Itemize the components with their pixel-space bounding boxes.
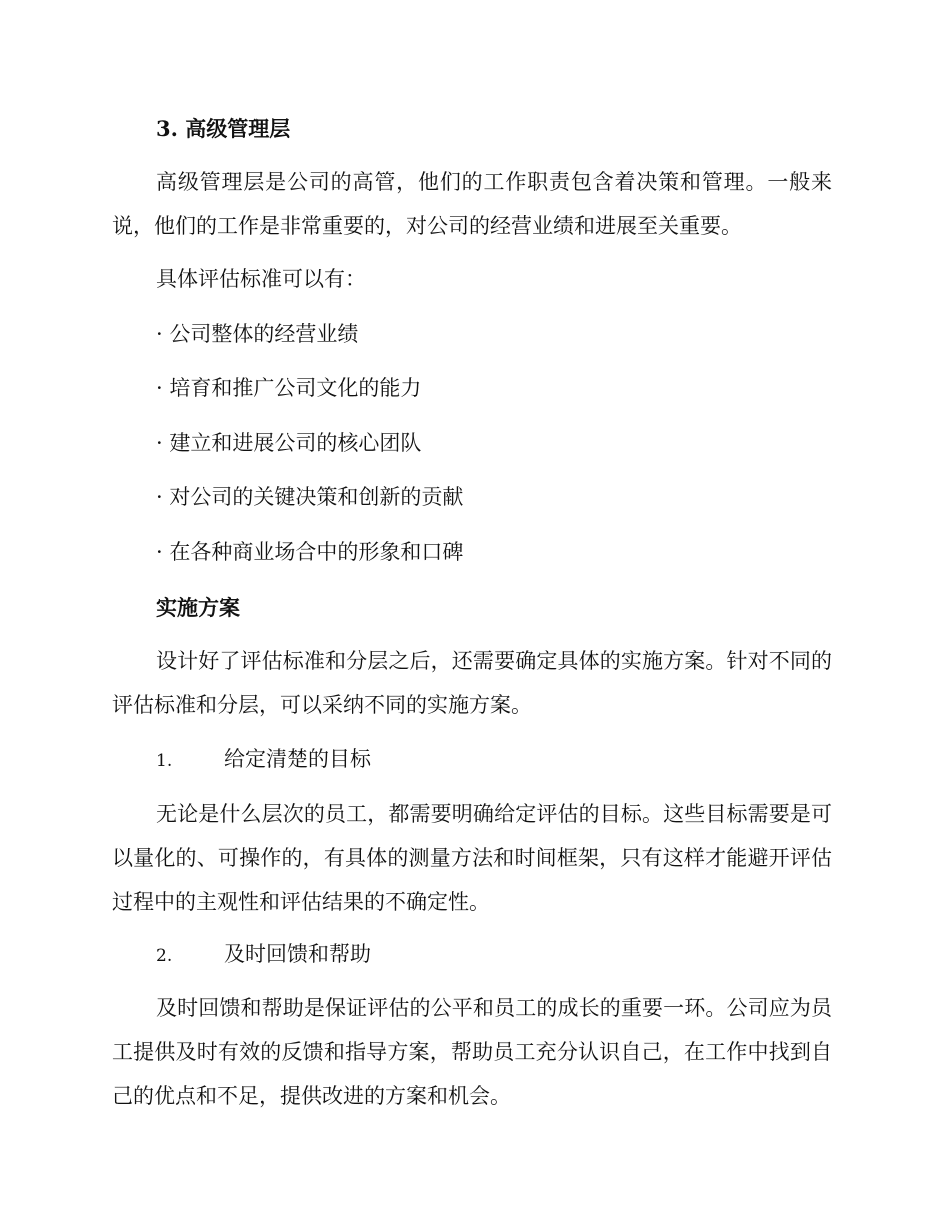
step-number: 1.	[156, 751, 173, 771]
heading-implementation: 实施方案	[156, 595, 240, 620]
criteria-item: · 培育和推广公司文化的能力	[156, 376, 422, 400]
step-title: 给定清楚的目标	[224, 747, 371, 771]
criteria-item: · 公司整体的经营业绩	[156, 322, 359, 346]
criteria-item: · 对公司的关键决策和创新的贡献	[156, 485, 464, 509]
heading-senior-management: 3. 高级管理层	[156, 116, 291, 141]
paragraph-senior-management: 高级管理层是公司的高管，他们的工作职责包含着决策和管理。一般来说，他们的工作是非常重要的，对公司的经营业绩和进展至关重要。	[112, 170, 832, 238]
step-body: 无论是什么层次的员工，都需要明确给定评估的目标。这些目标需要是可以量化的、可操作的，有具体的测量方法和时间框架，只有这样才能避开评估过程中的主观性和评估结果的不确定性。	[112, 802, 832, 914]
paragraph-implementation: 设计好了评估标准和分层之后，还需要确定具体的实施方案。针对不同的评估标准和分层，可以采纳不同的实施方案。	[112, 649, 832, 717]
step-heading	[156, 942, 371, 969]
step-title: 及时回馈和帮助	[224, 942, 371, 966]
step-number: 2.	[156, 946, 173, 966]
step-heading	[156, 747, 371, 774]
step-body: 及时回馈和帮助是保证评估的公平和员工的成长的重要一环。公司应为员工提供及时有效的反馈和指导方案，帮助员工充分认识自己，在工作中找到自己的优点和不足，提供改进的方案和机会。	[112, 996, 832, 1108]
criteria-intro: 具体评估标准可以有：	[156, 267, 366, 291]
criteria-item: · 建立和进展公司的核心团队	[156, 431, 422, 455]
criteria-item: · 在各种商业场合中的形象和口碑	[156, 540, 464, 564]
